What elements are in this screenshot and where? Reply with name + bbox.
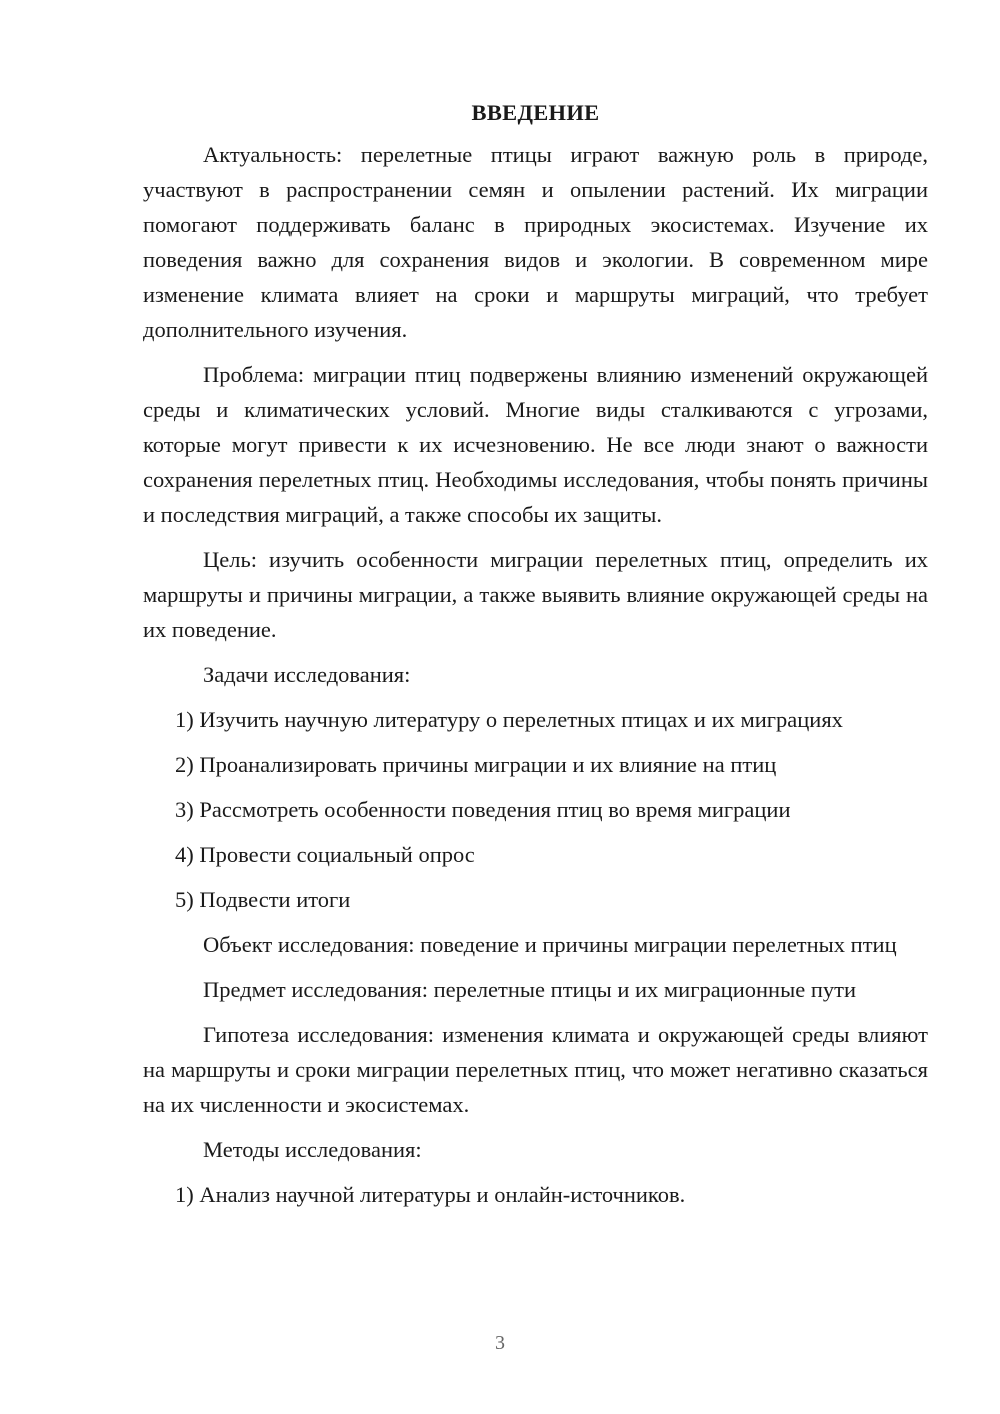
document-page xyxy=(143,95,928,1222)
paragraph-object: Объект исследования: поведение и причины миграции перелетных птиц xyxy=(203,932,897,957)
tasks-heading: Задачи исследования: xyxy=(203,662,411,687)
list-item: 5) Подвести итоги xyxy=(175,887,351,912)
list-item: 1) Изучить научную литературу о перелетных птицах и их миграциях xyxy=(175,707,843,732)
methods-heading: Методы исследования: xyxy=(203,1137,422,1162)
list-item: 2) Проанализировать причины миграции и их влияние на птиц xyxy=(175,752,777,777)
paragraph-subject: Предмет исследования: перелетные птицы и их миграционные пути xyxy=(203,977,856,1002)
page-number: 3 xyxy=(495,1332,505,1354)
paragraph-hypothesis: Гипотеза исследования: изменения климата и окружающей среды влияют на маршруты и сроки миграции перелетных птиц, что может негативно сказаться на их численности и экосистемах. xyxy=(143,1022,928,1117)
list-item: 3) Рассмотреть особенности поведения птиц во время миграции xyxy=(175,797,791,822)
list-item: 4) Провести социальный опрос xyxy=(175,842,475,867)
list-item: 1) Анализ научной литературы и онлайн-источников. xyxy=(175,1182,686,1207)
section-title: ВВЕДЕНИЕ xyxy=(471,100,600,125)
paragraph-relevance: Актуальность: перелетные птицы играют важную роль в природе, участвуют в распространении семян и опылении растений. Их миграции помогают поддерживать баланс в природных экосистемах. Изучение их поведения важно для сохранения видов и экологии. В современном мире изменение климата влияет на сроки и маршруты миграций, что требует дополнительного изучения. xyxy=(143,142,928,342)
paragraph-goal: Цель: изучить особенности миграции перелетных птиц, определить их маршруты и причины миграции, а также выявить влияние окружающей среды на их поведение. xyxy=(143,547,928,642)
tasks-list xyxy=(143,702,928,917)
paragraph-problem: Проблема: миграции птиц подвержены влиянию изменений окружающей среды и климатических условий. Многие виды сталкиваются с угрозами, которые могут привести к их исчезновению. Не все люди знают о важности сохранения перелетных птиц. Необходимы исследования, чтобы понять причины и последствия миграций, а также способы их защиты. xyxy=(143,362,928,527)
methods-list xyxy=(143,1177,928,1212)
